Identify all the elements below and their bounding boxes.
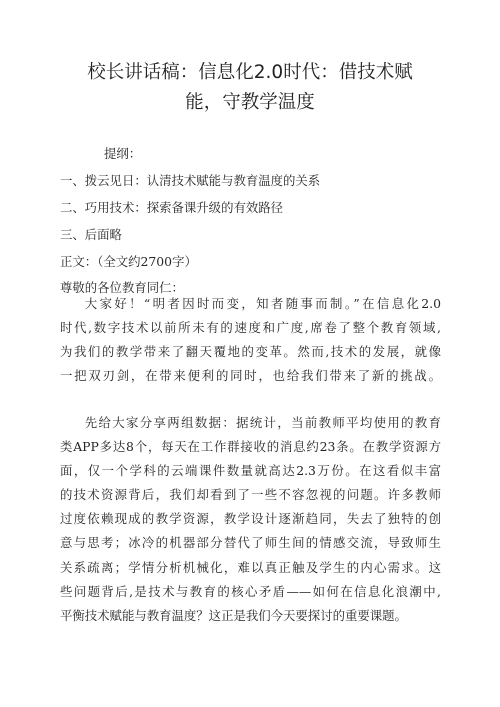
outline-item-3: 三、后面略 [60,227,122,242]
title-line-1: 校长讲话稿：信息化2.0时代：借技术赋 [87,62,413,83]
paragraph-2-line: 平衡技术赋能与教育温度？这正是我们今天要探讨的重要课题。 [60,607,407,623]
outline-label: 提纲： [104,146,142,161]
paragraph-1-line: 一把双刃剑，在带来便利的同时，也给我们带来了新的挑战。 [60,368,441,384]
paragraph-2-line: 类APP多达8个，每天在工作群接收的消息约23条。在教学资源方 [60,439,441,455]
paragraph-2-line: 面，仅一个学科的云端课件数量就高达2.3万份。在这看似丰富 [60,463,441,479]
title-line-2: 能，守教学温度 [185,92,315,113]
paragraph-1-line: 大家好！“明者因时而变，知者随事而制。”在信息化2.0 [84,296,441,311]
paragraph-2 [60,411,441,628]
salutation: 尊敬的各位教育同仁： [60,280,184,295]
paragraph-2-line: 的技术资源背后，我们却看到了一些不容忽视的问题。许多教师 [60,487,441,503]
paragraph-1-line: 时代,数字技术以前所未有的速度和广度,席卷了整个教育领域, [60,320,441,336]
paragraph-2-line: 关系疏离；学情分析机械化，难以真正触及学生的内心需求。这 [60,559,441,575]
paragraph-2-line: 先给大家分享两组数据：据统计，当前教师平均使用的教育 [84,415,441,430]
body-label: 正文：（全文约2700字） [60,254,197,269]
paragraph-2-line: 过度依赖现成的教学资源，教学设计逐渐趋同，失去了独特的创 [60,511,441,527]
paragraph-1 [60,292,441,388]
document-title [60,58,440,118]
paragraph-1-line: 为我们的教学带来了翻天覆地的变革。然而,技术的发展，就像 [60,344,441,360]
paragraph-2-line: 些问题背后,是技术与教育的核心矛盾——如何在信息化浪潮中, [60,583,441,599]
paragraph-2-line: 意与思考；冰冷的机器部分替代了师生间的情感交流，导致师生 [60,535,441,551]
outline-item-1: 一、拨云见日：认清技术赋能与教育温度的关系 [60,173,321,188]
outline-item-2: 二、巧用技术：探索备课升级的有效路径 [60,200,284,215]
